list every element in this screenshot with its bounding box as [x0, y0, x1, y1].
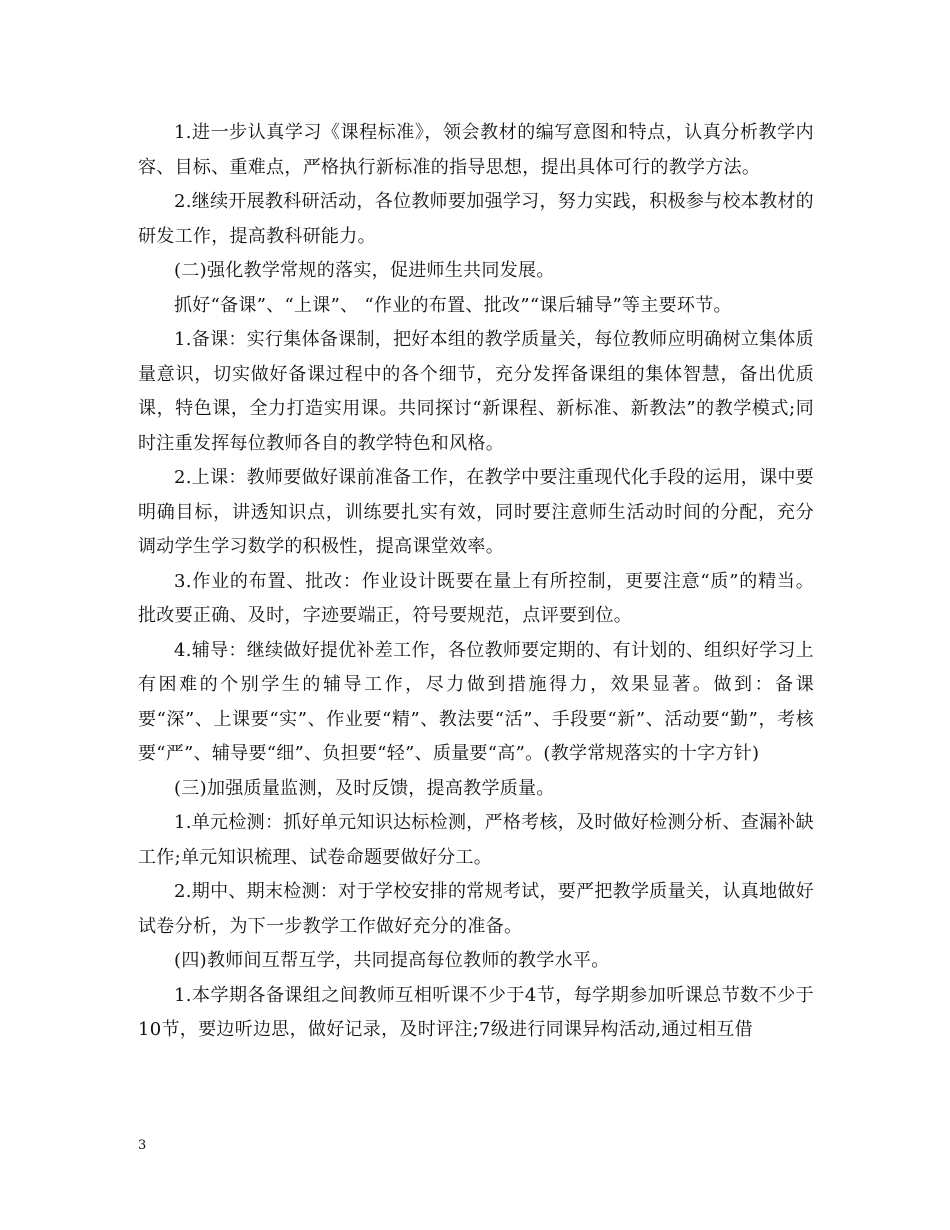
paragraph-8: 1.单元检测：抓好单元知识达标检测，严格考核，及时做好检测分析、查漏补缺工作;单元知识梳理、试卷命题要做好分工。	[138, 812, 814, 868]
paragraph-1: 1.进一步认真学习《课程标准》，领会教材的编写意图和特点，认真分析教学内容、目标、重难点，严格执行新标准的指导思想，提出具体可行的教学方法。	[138, 122, 814, 178]
page-number: 3	[138, 1138, 147, 1153]
paragraph-10: 1.本学期各备课组之间教师互相听课不少于4节，每学期参加听课总节数不少于10节，要边听边思，做好记录，及时评注;7级进行同课异构活动,通过相互借	[138, 984, 814, 1040]
section-heading-4: (四)教师间互帮互学，共同提高每位教师的教学水平。	[174, 950, 610, 971]
paragraph-7: 4.辅导：继续做好提优补差工作，各位教师要定期的、有计划的、组织好学习上有困难的个别学生的辅导工作，尽力做到措施得力，效果显著。做到：备课要“深”、上课要“实”、作业要“精”、教法要“活”、手段要“新”、活动要“勤”，考核要“严”、辅导要“细”、负担要“轻”、质量要“高”。(教学常规落实的十字方针)	[138, 639, 814, 764]
paragraph-6: 3.作业的布置、批改：作业设计既要在量上有所控制，更要注意“质”的精当。批改要正确、及时，字迹要端正，符号要规范，点评要到位。	[138, 570, 814, 626]
paragraph-9: 2.期中、期末检测：对于学校安排的常规考试，要严把教学质量关，认真地做好试卷分析，为下一步教学工作做好充分的准备。	[138, 881, 814, 937]
section-heading-2: (二)强化教学常规的落实，促进师生共同发展。	[174, 260, 555, 281]
paragraph-4: 1.备课：实行集体备课制，把好本组的教学质量关，每位教师应明确树立集体质量意识，切实做好备课过程中的各个细节，充分发挥备课组的集体智慧，备出优质课，特色课，全力打造实用课。共同探讨“新课程、新标准、新教法”的教学模式;同时注重发挥每位教师各自的教学特色和风格。	[138, 329, 814, 454]
section-heading-3: (三)加强质量监测，及时反馈，提高教学质量。	[174, 777, 555, 799]
paragraph-5: 2.上课：教师要做好课前准备工作，在教学中要注重现代化手段的运用，课中要明确目标，讲透知识点，训练要扎实有效，同时要注意师生活动时间的分配，充分调动学生学习数学的积极性，提高课堂效率。	[138, 467, 814, 557]
document-body	[138, 116, 814, 1048]
paragraph-3: 抓好“备课”、“上课”、 “作业的布置、批改”“课后辅导”等主要环节。	[174, 294, 732, 316]
paragraph-2: 2.继续开展教科研活动，各位教师要加强学习，努力实践，积极参与校本教材的研发工作，提高教科研能力。	[138, 191, 814, 247]
